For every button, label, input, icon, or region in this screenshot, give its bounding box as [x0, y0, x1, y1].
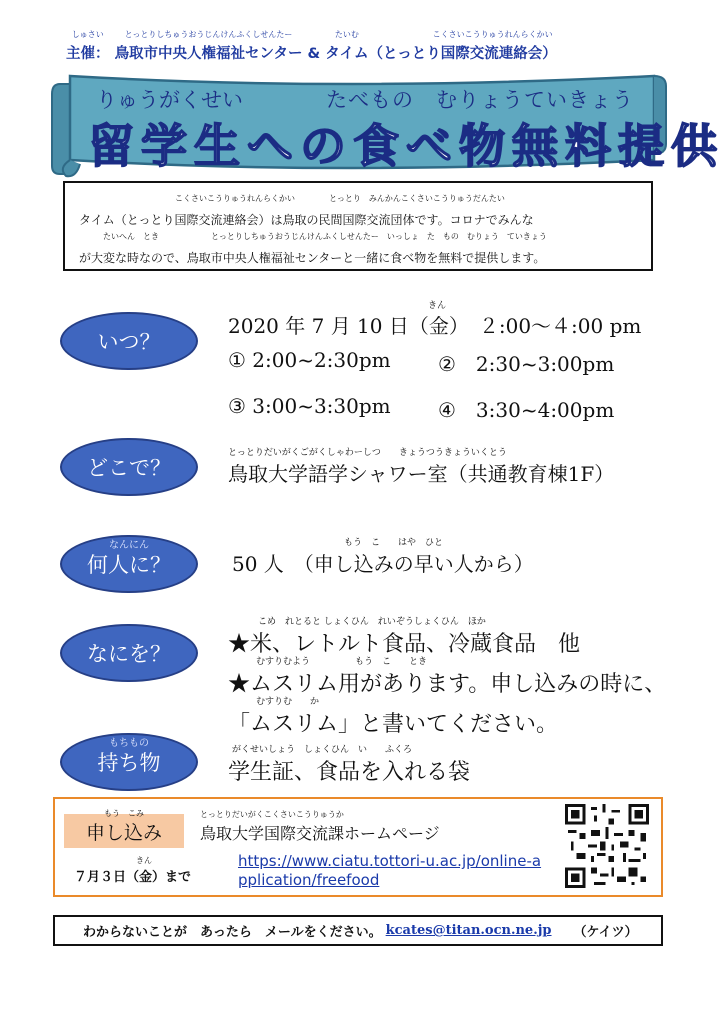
what-line-1: こめ れとると しょくひん れいぞうしょくひん ほか ★米、レトルト食品、冷蔵食品 他 [228, 617, 581, 657]
contact-box [53, 915, 663, 946]
bring-text: がくせいしょう しょくひん い ふくろ 学生証、食品を入れる袋 [228, 745, 471, 785]
when-badge [60, 312, 198, 370]
apply-department: とっとりだいがくこくさいこうりゅうか 鳥取大学国際交流課ホームページ [200, 810, 440, 843]
when-label: いつ？ [97, 330, 161, 354]
event-date: きん 2020 年 7 月 10 日（金） ２:00～４:00 pm [228, 301, 642, 338]
what-label: なにを？ [87, 642, 171, 666]
banner-reading-2: たべもの むりょうていきょう [326, 88, 634, 112]
time-slot-4: ④ 3:30~4:00pm [438, 398, 615, 422]
capacity-text: もう こ はや ひと 50 人 （申し込みの早い人から） [232, 538, 534, 576]
organizer-org2: タイム [325, 46, 369, 62]
contact-email-link[interactable]: kcates@titan.ocn.ne.jp [385, 923, 552, 938]
bring-badge: もちもの 持ち物 [60, 733, 198, 791]
banner-reading-1: りゅうがくせい [96, 88, 243, 112]
time-slot-3: ③ 3:00~3:30pm [228, 394, 391, 418]
organizer-line: しゅさい 主催： とっとりしちゅうおうじんけんふくしせんたー 鳥取市中央人権福祉センター & たいむ タイム こくさいこうりゅうれんらくかい （とっとり国際交流連絡会） [66, 30, 557, 62]
time-slot-2: ② 2:30~3:00pm [438, 352, 615, 376]
organizer-org2-paren: （とっとり国際交流連絡会） [368, 46, 557, 62]
organizer-org1: 鳥取市中央人権福祉センター [114, 46, 303, 62]
banner-title: 留学生への食べ物無料提供 [88, 119, 724, 173]
howmany-badge: なんにん 何人に？ [60, 535, 198, 593]
where-badge [60, 438, 198, 496]
what-line-3: むすりむ か 「ムスリム」と書いてください。 [228, 697, 559, 737]
event-place: とっとりだいがくごがくしゃわーしつ きょうつうきょういくとう 鳥取大学語学シャワー室（共通教育棟1F） [228, 448, 615, 486]
howmany-label: 何人に？ [87, 553, 171, 577]
intro-line-2: が大変な時なので、鳥取市中央人権福祉センターと一緒に食べ物を無料で提供します。 [79, 251, 546, 265]
apply-label: もう こみ 申し込み [64, 814, 184, 848]
organizer-amp: & [307, 46, 321, 62]
time-slot-1: ① 2:00~2:30pm [228, 348, 391, 372]
bring-label: 持ち物 [97, 751, 161, 775]
where-label: どこで？ [87, 456, 171, 480]
intro-box: こくさいこうりゅうれんらくかい とっとり みんかんこくさいこうりゅうだんたい タイム（とっとり国際交流連絡会）は鳥取の民間国際交流団体です。コロナでみんな たいへん とき とっとりしちゅうおうじんけんふくしせんたー いっしょ た もの むりょう ていきょう が大変な時なので、鳥取市中央人権福祉センターと一緒に食べ物を無料で提供します。 [63, 181, 653, 271]
what-badge [60, 624, 198, 682]
contact-name: （ケイツ） [573, 925, 638, 940]
qr-code [565, 804, 649, 888]
organizer-label: 主催： [66, 46, 110, 62]
intro-line-1: タイム（とっとり国際交流連絡会）は鳥取の民間国際交流団体です。コロナでみんな [79, 213, 534, 227]
apply-deadline: きん ７月３日（金）まで [74, 856, 192, 885]
contact-text: わからないことが あったら メールをください。 [83, 925, 382, 940]
apply-link[interactable]: https://www.ciatu.tottori-u.ac.jp/online-application/freefood [238, 852, 542, 889]
what-line-2: むすりむよう もう こ とき ★ムスリム用があります。申し込みの時に、 [228, 657, 667, 697]
